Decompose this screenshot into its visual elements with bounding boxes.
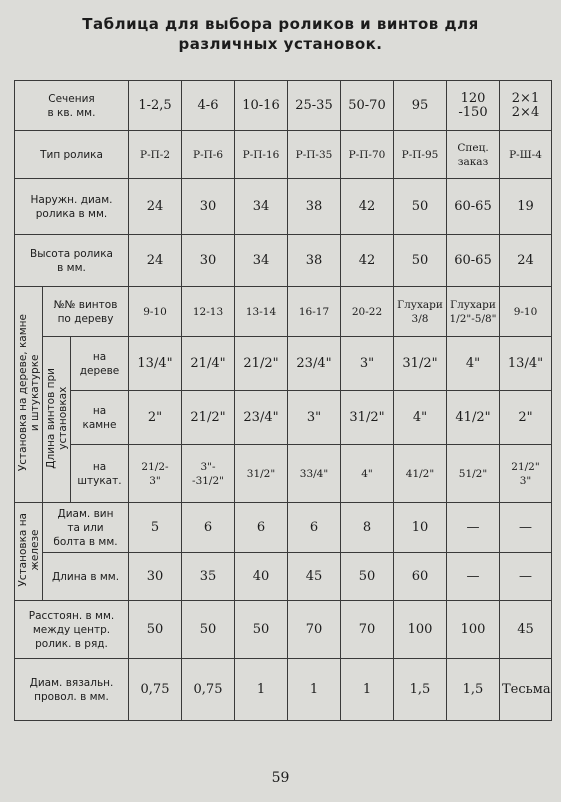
value-cell: 5	[129, 503, 182, 553]
group-label-wood-stone-text: Установка на дереве, камне и штукатурке	[17, 314, 41, 472]
value-cell: 41/2"	[394, 445, 447, 503]
value-cell: —	[500, 553, 552, 601]
value-cell: 50	[394, 235, 447, 287]
value-cell: 10-16	[235, 81, 288, 131]
row-label-section: Сечения в кв. мм.	[15, 81, 129, 131]
value-cell: 13-14	[235, 287, 288, 337]
group-label-iron-text: Установка на железе	[17, 513, 41, 587]
value-cell: 24	[500, 235, 552, 287]
row-label-on-stone: на камне	[71, 391, 129, 445]
page-number: 59	[271, 770, 290, 786]
row-on-wood	[15, 337, 552, 391]
value-cell: Р-П-35	[288, 131, 341, 179]
value-cell: 1,5	[447, 659, 500, 721]
value-cell: 33/4"	[288, 445, 341, 503]
row-type	[15, 131, 552, 179]
value-cell: Глухари 3/8	[394, 287, 447, 337]
value-cell: 3"- -31/2"	[182, 445, 235, 503]
value-cell: Р-П-16	[235, 131, 288, 179]
value-cell: 23/4"	[235, 391, 288, 445]
value-cell: 31/2"	[394, 337, 447, 391]
value-cell: 31/2"	[341, 391, 394, 445]
row-label-wire: Диам. вязальн. провол. в мм.	[15, 659, 129, 721]
value-cell: 100	[394, 601, 447, 659]
value-cell: 30	[182, 235, 235, 287]
value-cell: 70	[341, 601, 394, 659]
value-cell: 45	[288, 553, 341, 601]
value-cell: 24	[129, 179, 182, 235]
row-label-on-plaster: на штукат.	[71, 445, 129, 503]
value-cell: 6	[288, 503, 341, 553]
value-cell: 35	[182, 553, 235, 601]
value-cell: Р-П-6	[182, 131, 235, 179]
group-label-screw-length-text: Длина винтов при установках	[45, 367, 69, 469]
value-cell: 70	[288, 601, 341, 659]
value-cell: 42	[341, 235, 394, 287]
value-cell: Р-П-2	[129, 131, 182, 179]
value-cell: 100	[447, 601, 500, 659]
value-cell: 21/2" 3"	[500, 445, 552, 503]
value-cell: 41/2"	[447, 391, 500, 445]
value-cell: 34	[235, 235, 288, 287]
value-cell: 4"	[394, 391, 447, 445]
value-cell: 3"	[288, 391, 341, 445]
row-outer	[15, 179, 552, 235]
row-distance	[15, 601, 552, 659]
value-cell: 1	[288, 659, 341, 721]
row-label-iron-diam: Диам. вин та или болта в мм.	[43, 503, 129, 553]
value-cell: 2"	[500, 391, 552, 445]
value-cell: 38	[288, 235, 341, 287]
value-cell: 50	[394, 179, 447, 235]
value-cell: 9-10	[129, 287, 182, 337]
value-cell: —	[500, 503, 552, 553]
value-cell: Тесьма	[500, 659, 552, 721]
row-iron-length	[15, 553, 552, 601]
roller-selection-table	[14, 80, 552, 721]
value-cell: 50	[341, 553, 394, 601]
row-label-outer-diameter: Наружн. диам. ролика в мм.	[15, 179, 129, 235]
row-section	[15, 81, 552, 131]
value-cell: 50-70	[341, 81, 394, 131]
value-cell: 21/2"	[182, 391, 235, 445]
value-cell: 1	[235, 659, 288, 721]
value-cell: 60-65	[447, 179, 500, 235]
value-cell: —	[447, 503, 500, 553]
value-cell: 50	[182, 601, 235, 659]
group-label-iron	[15, 503, 43, 601]
value-cell: 6	[235, 503, 288, 553]
value-cell: 45	[500, 601, 552, 659]
row-on-plaster	[15, 445, 552, 503]
value-cell: Спец. заказ	[447, 131, 500, 179]
row-label-type: Тип ролика	[15, 131, 129, 179]
value-cell: 1,5	[394, 659, 447, 721]
value-cell: 30	[129, 553, 182, 601]
value-cell: 3"	[341, 337, 394, 391]
value-cell: 24	[129, 235, 182, 287]
row-iron-diam	[15, 503, 552, 553]
value-cell: 9-10	[500, 287, 552, 337]
value-cell: 6	[182, 503, 235, 553]
value-cell: 0,75	[129, 659, 182, 721]
value-cell: 50	[129, 601, 182, 659]
value-cell: Р-П-95	[394, 131, 447, 179]
value-cell: 19	[500, 179, 552, 235]
value-cell: 38	[288, 179, 341, 235]
value-cell: 60-65	[447, 235, 500, 287]
value-cell: 10	[394, 503, 447, 553]
row-on-stone	[15, 391, 552, 445]
value-cell: 20-22	[341, 287, 394, 337]
row-label-distance: Расстоян. в мм. между центр. ролик. в ряд.	[15, 601, 129, 659]
value-cell: Р-Ш-4	[500, 131, 552, 179]
value-cell: 12-13	[182, 287, 235, 337]
value-cell: 25-35	[288, 81, 341, 131]
page-title: Таблица для выбора роликов и винтов для различных установок.	[82, 15, 479, 53]
group-label-screw-length	[43, 337, 71, 503]
value-cell: 60	[394, 553, 447, 601]
row-height	[15, 235, 552, 287]
value-cell: 95	[394, 81, 447, 131]
value-cell: Глухари 1/2"-5/8"	[447, 287, 500, 337]
value-cell: 34	[235, 179, 288, 235]
value-cell: 21/4"	[182, 337, 235, 391]
row-label-screw-nums: №№ винтов по дереву	[43, 287, 129, 337]
value-cell: 4"	[341, 445, 394, 503]
value-cell: 21/2"	[235, 337, 288, 391]
value-cell: 40	[235, 553, 288, 601]
value-cell: 120 -150	[447, 81, 500, 131]
row-screw-nums	[15, 287, 552, 337]
value-cell: 42	[341, 179, 394, 235]
value-cell: 0,75	[182, 659, 235, 721]
value-cell: 4-6	[182, 81, 235, 131]
value-cell: —	[447, 553, 500, 601]
value-cell: 50	[235, 601, 288, 659]
value-cell: 2×1 2×4	[500, 81, 552, 131]
value-cell: 23/4"	[288, 337, 341, 391]
group-label-wood-stone	[15, 287, 43, 503]
value-cell: 1	[341, 659, 394, 721]
row-wire	[15, 659, 552, 721]
value-cell: 31/2"	[235, 445, 288, 503]
value-cell: 1-2,5	[129, 81, 182, 131]
row-label-iron-length: Длина в мм.	[43, 553, 129, 601]
value-cell: Р-П-70	[341, 131, 394, 179]
value-cell: 4"	[447, 337, 500, 391]
value-cell: 2"	[129, 391, 182, 445]
value-cell: 13/4"	[500, 337, 552, 391]
value-cell: 30	[182, 179, 235, 235]
row-label-height: Высота ролика в мм.	[15, 235, 129, 287]
value-cell: 51/2"	[447, 445, 500, 503]
value-cell: 13/4"	[129, 337, 182, 391]
value-cell: 21/2- 3"	[129, 445, 182, 503]
value-cell: 8	[341, 503, 394, 553]
value-cell: 16-17	[288, 287, 341, 337]
row-label-on-wood: на дереве	[71, 337, 129, 391]
